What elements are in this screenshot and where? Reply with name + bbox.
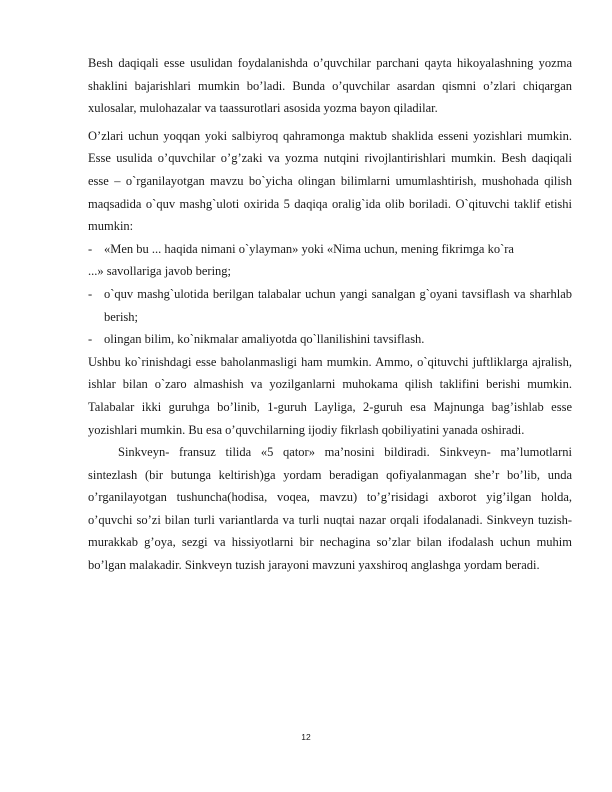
list-dash: - [88, 241, 93, 256]
paragraph-letter-essay: O’zlari uchun yoqqan yoki salbiyroq qahramonga maktub shaklida esseni yozishlari mumkin. Esse usulida o’quvchilar o’g’zaki va yozma nutqini rivojlantirishlari mumkin. Besh daqiqali esse – o`rganilayotgan mavzu bo`yicha olingan bilimlarni umumlashtirish, mushohada qilish maqsadida o`quv mashg`uloti oxirida 5 daqiqa oralig`ida olib boriladi. O`qituvchi taklif etishi mumkin: [88, 128, 572, 234]
list-item [88, 328, 572, 351]
list-item-text: «Men bu ... haqida nimani o`ylayman» yoki «Nima uchun, mening fikrimga ko`ra [104, 241, 514, 256]
paragraph-sinkveyn: Sinkveyn- fransuz tilida «5 qator» ma’nosini bildiradi. Sinkveyn- ma’lumotlarni sintezlash (bir butunga keltirish)ga yordam beradigan qofiyalanmagan she’r bo’lib, unda o’rganilayotgan tushuncha(hodisa, voqea, mavzu) to’g’risidagi axborot yig’ilgan holda, o’quvchi so’zi bilan turli variantlarda va turli nuqtai nazar orqali ifodalanadi. Sinkveyn tuzish- murakkab g’oya, sezgi va hissiyotlarni bir nechagina so’zlar bilan ifodalash uchun muhim bo’lgan malakadir. Sinkveyn tuzish jarayoni mavzuni yaxshiroq anglashga yordam beradi. [88, 445, 572, 573]
list-item [88, 238, 572, 261]
page-number: 12 [301, 732, 311, 742]
paragraph-pair-work: Ushbu ko`rinishdagi esse baholanmasligi ham mumkin. Ammo, o`qituvchi juftliklarga ajralish, ishlar bilan o`zaro almashish va yozilganlarni muhokama qilish taklifini berishi mumkin. Talabalar ikki guruhga bo’linib, 1-guruh Layliga, 2-guruh esa Majnunga bag’ishlab esse yozishlari mumkin. Bu esa o’quvchilarning ijodiy fikrlash qobiliyatini yanada oshiradi. [88, 354, 572, 437]
list-dash: - [88, 286, 93, 301]
list-dash: - [88, 332, 93, 347]
paragraph-five-minute-essay: Besh daqiqali esse usulidan foydalanishda o’quvchilar parchani qayta hikoyalashning yozma shaklini bajarishlari mumkin bo’ladi. Bunda o’quvchilar asardan qismni o’zlari chiqargan xulosalar, mulohazalar va taassurotlari asosida yozma bayon qiladilar. [88, 56, 572, 116]
list-item-continuation: ...» savollariga javob bering; [88, 264, 232, 279]
list-item-text: olingan bilim, ko`nikmalar amaliyotda qo`llanilishini tavsiflash. [104, 332, 425, 347]
document-page [88, 52, 572, 577]
list-item-text: o`quv mashg`ulotida berilgan talabalar uchun yangi sanalgan g`oyani tavsiflash va sharhlab berish; [104, 286, 572, 324]
list-item [88, 283, 572, 328]
